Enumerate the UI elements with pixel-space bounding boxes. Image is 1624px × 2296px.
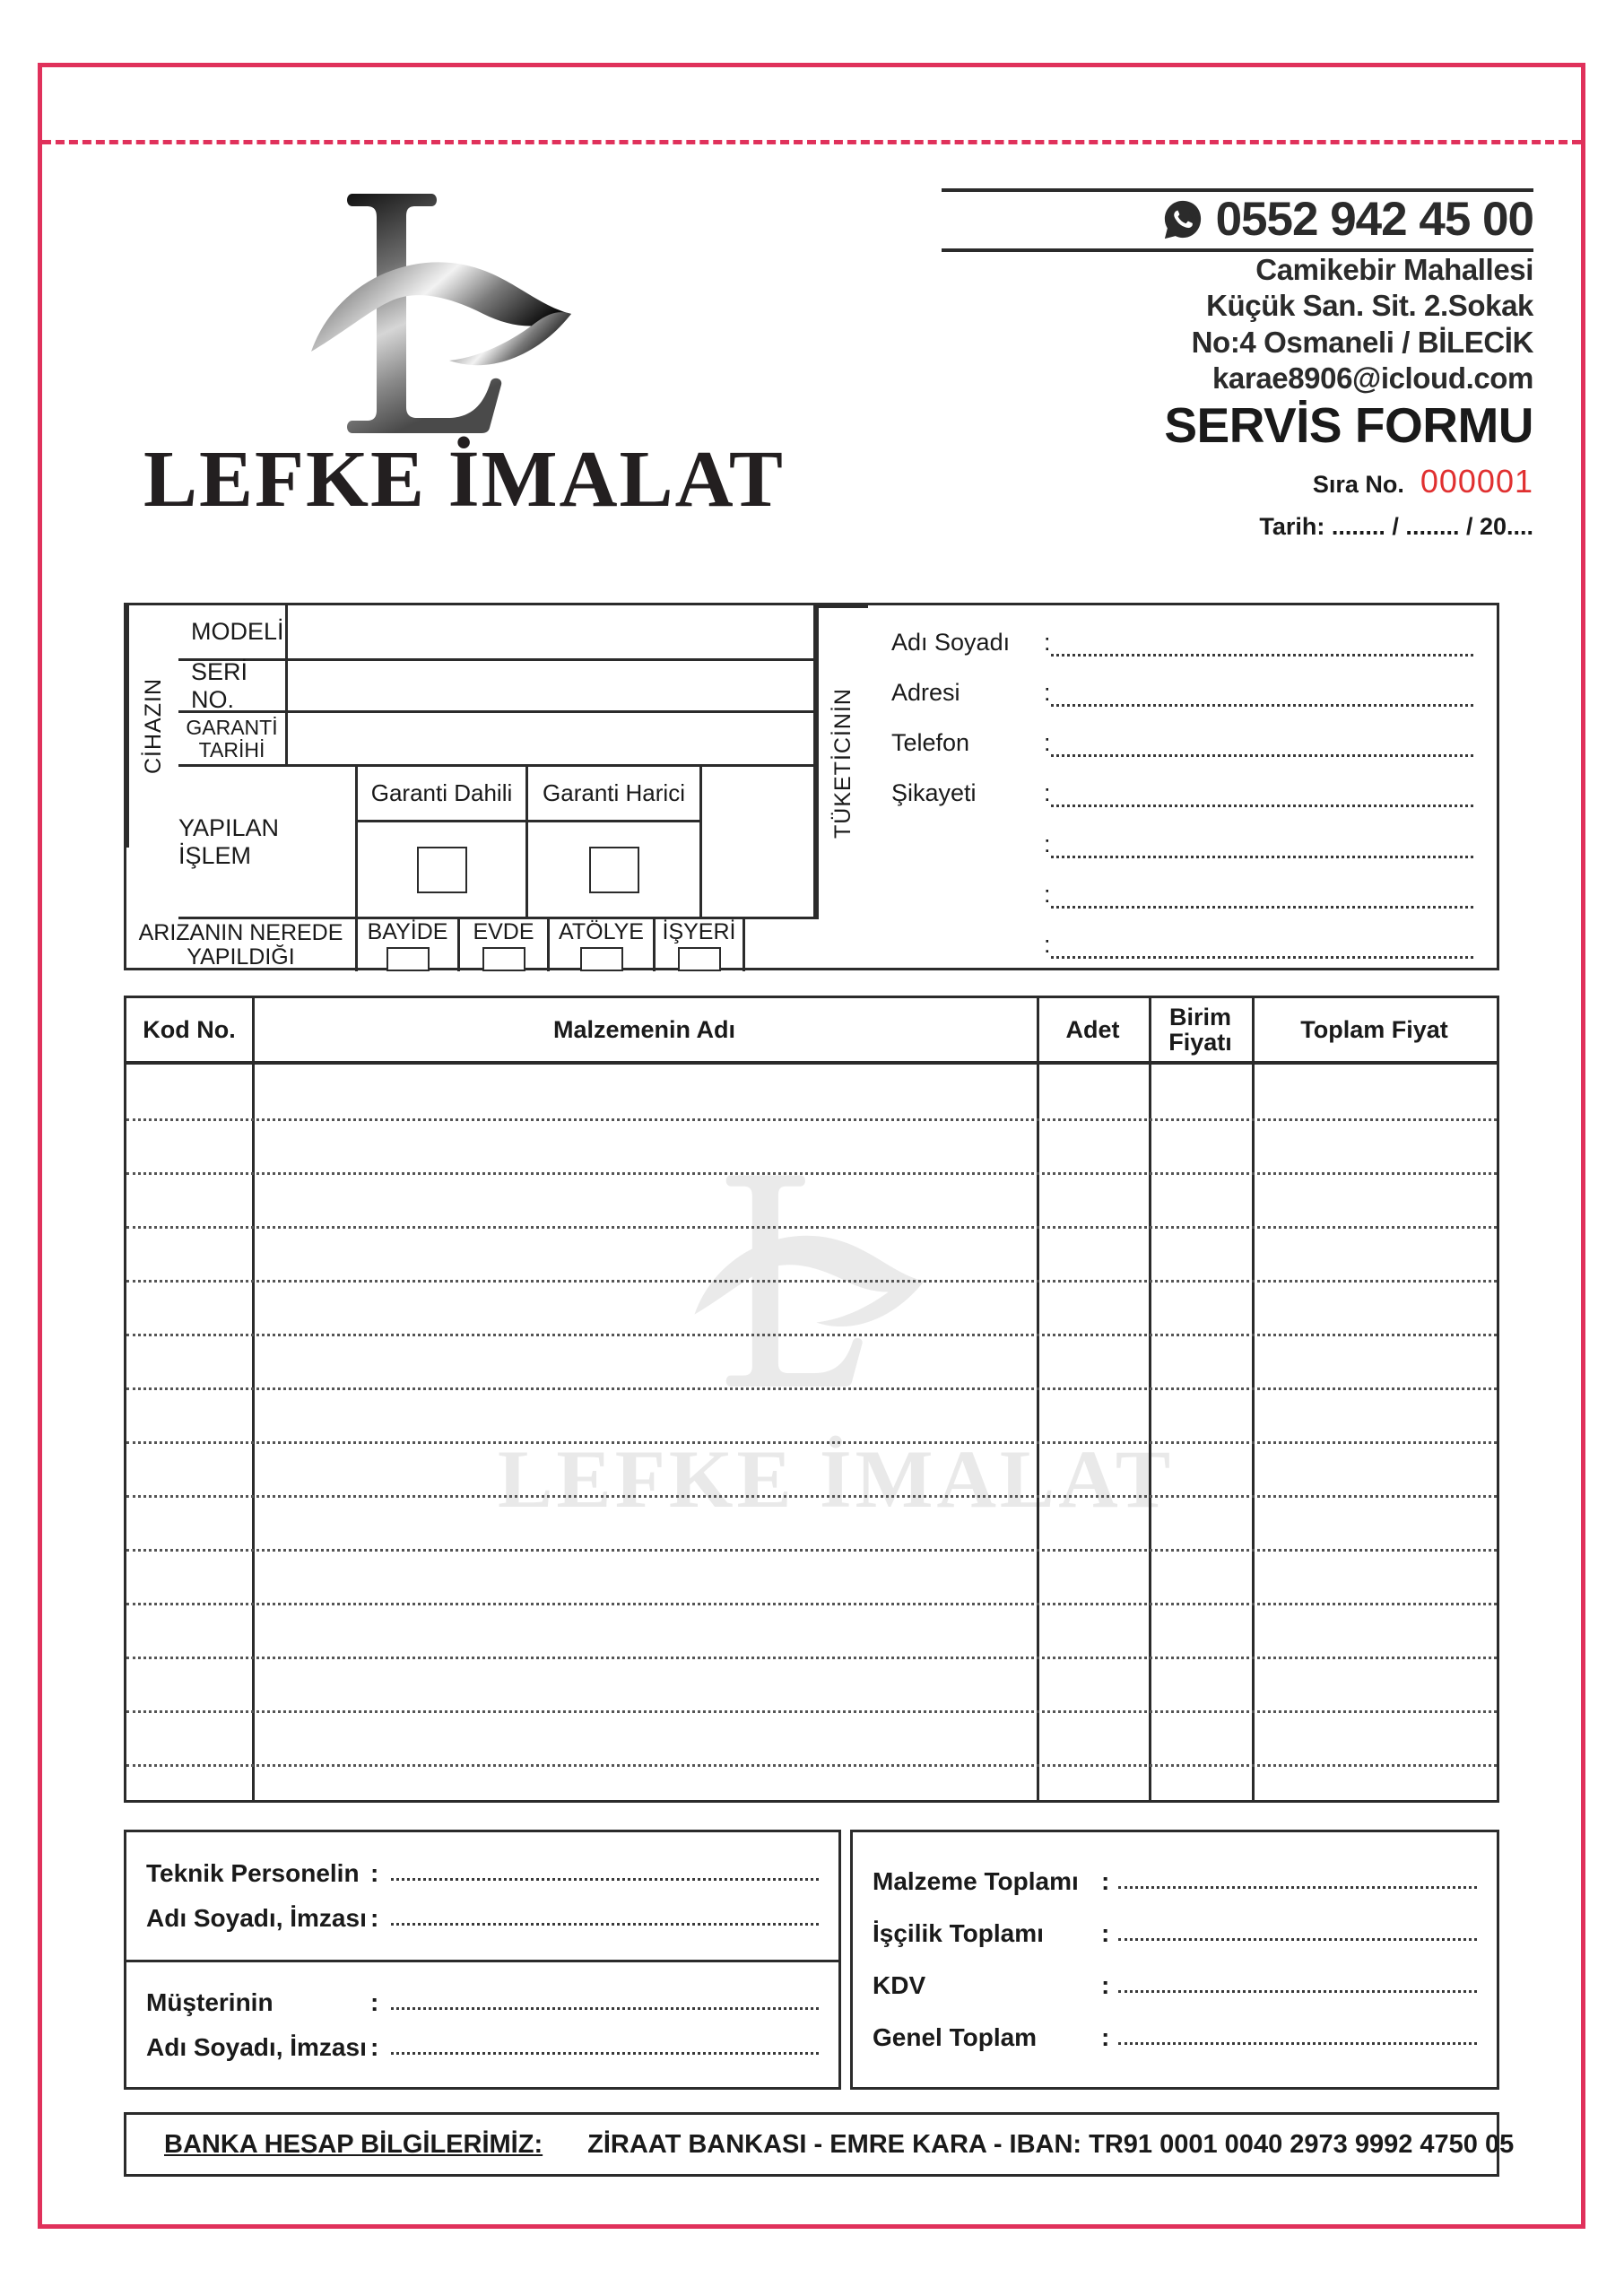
- phone-number[interactable]: 0552 942 45 00: [1215, 193, 1533, 246]
- fault-location-label-line2: YAPILDIĞI: [187, 944, 295, 970]
- column-header-adet: [1037, 998, 1149, 1061]
- perforation-dashed-line: [42, 140, 1581, 144]
- device-and-customer-box: [124, 603, 1499, 970]
- customer-field-row[interactable]: [891, 729, 1473, 757]
- warranty-out-checkbox[interactable]: [589, 847, 639, 893]
- column-header-toplam-fiyat: [1252, 998, 1497, 1061]
- customer-phone-input[interactable]: [1051, 754, 1473, 757]
- tuketicinin-vertical-label: TÜKETİCİNİN: [816, 605, 868, 919]
- table-row[interactable]: [126, 1764, 1497, 1767]
- warranty-out-checkbox-cell[interactable]: [528, 822, 702, 919]
- watermark-l-logo-icon: [677, 1151, 946, 1420]
- serial-no-label-text: SERİ NO.: [191, 657, 248, 713]
- customer-field-row[interactable]: [891, 679, 1473, 707]
- column-header-adet-text: Adet: [1065, 1015, 1120, 1043]
- total-row-genel[interactable]: [853, 2023, 1497, 2052]
- table-row[interactable]: [126, 1226, 1497, 1229]
- table-row[interactable]: [126, 1118, 1497, 1121]
- colon-icon: :: [1044, 779, 1051, 807]
- warranty-out-header: [528, 767, 702, 822]
- genel-toplam-input[interactable]: [1118, 2042, 1477, 2045]
- colon-icon: :: [370, 1859, 379, 1887]
- location-evde-checkbox[interactable]: [482, 947, 525, 971]
- customer-complaint-input-2[interactable]: [1051, 856, 1473, 858]
- location-option-isyeri[interactable]: [656, 919, 745, 971]
- total-row-kdv[interactable]: [853, 1971, 1497, 2000]
- technician-name-row[interactable]: [126, 1859, 838, 1888]
- customer-field-row[interactable]: [891, 881, 1473, 909]
- device-model-label: [178, 605, 288, 661]
- customer-signature-label: Müşterinin: [146, 1987, 274, 2016]
- column-header-kod-no: [126, 998, 252, 1061]
- customer-complaint-input[interactable]: [1051, 804, 1473, 807]
- serial-label: Sıra No.: [1312, 470, 1404, 498]
- company-logo: [143, 188, 785, 574]
- location-isyeri-checkbox[interactable]: [678, 947, 721, 971]
- malzeme-toplami-input[interactable]: [1118, 1886, 1477, 1889]
- location-bayide-checkbox[interactable]: [386, 947, 430, 971]
- lefke-l-logo-icon: [291, 188, 596, 448]
- operation-filler-cell: [702, 767, 816, 919]
- colon-icon: :: [1101, 1971, 1110, 1999]
- device-serial-label: [178, 657, 288, 713]
- warranty-label-line1: GARANTİ: [186, 716, 278, 740]
- genel-toplam-label: Genel Toplam: [873, 2023, 1038, 2051]
- technician-label: Teknik Personelin: [146, 1859, 360, 1887]
- location-isyeri-label: İŞYERİ: [662, 919, 736, 944]
- whatsapp-phone-icon: [1162, 199, 1203, 240]
- operation-label-text: YAPILAN İŞLEM: [178, 813, 280, 869]
- watermark-inner: [498, 1151, 1175, 1526]
- bank-info-label: BANKA HESAP BİLGİLERİMİZ:: [164, 2129, 543, 2159]
- customer-field-row[interactable]: [891, 779, 1473, 807]
- customer-signature-name-input[interactable]: [391, 2007, 819, 2010]
- warranty-in-checkbox[interactable]: [417, 847, 467, 893]
- table-row[interactable]: [126, 1495, 1497, 1498]
- kdv-label: KDV: [873, 1971, 926, 1999]
- customer-name-label: Adı Soyadı: [891, 629, 1011, 656]
- phone-row: [942, 188, 1533, 252]
- customer-complaint-input-4[interactable]: [1051, 956, 1473, 959]
- items-table: [124, 996, 1499, 1803]
- table-row[interactable]: [126, 1549, 1497, 1552]
- total-row-malzeme[interactable]: [853, 1867, 1497, 1896]
- customer-signature-block: [126, 1962, 838, 2087]
- colon-icon: :: [1044, 930, 1051, 958]
- location-option-atolye[interactable]: [550, 919, 656, 971]
- customer-complaint-label: Şikayeti: [891, 779, 977, 807]
- column-header-kod-no-text: Kod No.: [143, 1015, 236, 1043]
- warranty-in-checkbox-cell[interactable]: [358, 822, 528, 919]
- contact-block: [942, 188, 1533, 541]
- email-address[interactable]: karae8906@icloud.com: [1211, 361, 1533, 395]
- company-name: LEFKE İMALAT: [143, 435, 785, 524]
- colon-icon: :: [370, 1987, 379, 2016]
- location-option-evde[interactable]: [460, 919, 550, 971]
- technician-block: [126, 1832, 838, 1962]
- device-serial-value[interactable]: [288, 661, 816, 713]
- technician-name-input[interactable]: [391, 1878, 819, 1881]
- column-header-malzemenin-adi: [252, 998, 1037, 1061]
- signature-box: [124, 1830, 841, 2090]
- column-header-birim-line2: Fiyatı: [1168, 1029, 1232, 1056]
- location-atolye-label: ATÖLYE: [559, 919, 644, 944]
- colon-icon: :: [1044, 729, 1051, 757]
- date-line[interactable]: Tarih: ........ / ........ / 20....: [1259, 512, 1533, 540]
- colon-icon: :: [370, 1904, 379, 1932]
- kdv-input[interactable]: [1118, 1990, 1477, 1993]
- warranty-in-label: Garanti Dahili: [370, 779, 513, 806]
- colon-icon: :: [1044, 679, 1051, 707]
- customer-field-row[interactable]: [891, 629, 1473, 657]
- form-title: SERVİS FORMU: [1164, 397, 1533, 453]
- colon-icon: :: [1101, 1919, 1110, 1947]
- fault-location-label: [126, 919, 358, 971]
- total-row-iscilik[interactable]: [853, 1919, 1497, 1948]
- customer-signature-sub-label: Adı Soyadı, İmzası: [146, 2032, 367, 2061]
- totals-box: [850, 1830, 1499, 2090]
- customer-field-row[interactable]: [891, 931, 1473, 959]
- colon-icon: :: [1044, 880, 1051, 908]
- location-evde-label: EVDE: [473, 919, 534, 944]
- watermark: [126, 1065, 1497, 1800]
- location-bayide-label: BAYİDE: [367, 919, 448, 944]
- iscilik-toplami-label: İşçilik Toplamı: [873, 1919, 1044, 1947]
- table-row[interactable]: [126, 1334, 1497, 1336]
- serial-row: [942, 463, 1533, 500]
- table-row[interactable]: [126, 1280, 1497, 1283]
- device-model-value[interactable]: [288, 605, 816, 661]
- customer-address-input[interactable]: [1051, 704, 1473, 707]
- customer-address-label: Adresi: [891, 679, 960, 707]
- colon-icon: :: [1101, 1867, 1110, 1895]
- items-table-header: [126, 998, 1497, 1065]
- customer-signature-row[interactable]: [126, 2033, 838, 2062]
- customer-phone-label: Telefon: [891, 729, 970, 757]
- colon-icon: :: [1101, 2023, 1110, 2051]
- technician-signature-row[interactable]: [126, 1904, 838, 1933]
- customer-signature-input[interactable]: [391, 2052, 819, 2055]
- customer-complaint-input-3[interactable]: [1051, 906, 1473, 909]
- table-row[interactable]: [126, 1657, 1497, 1659]
- form-header: [90, 188, 1533, 574]
- column-header-birim-line1: Birim: [1168, 1003, 1232, 1031]
- column-header-malzemenin-adi-text: Malzemenin Adı: [552, 1015, 736, 1043]
- iscilik-toplami-input[interactable]: [1118, 1938, 1477, 1941]
- table-row[interactable]: [126, 1172, 1497, 1175]
- table-row[interactable]: [126, 1387, 1497, 1390]
- warranty-label-line2: TARİHİ: [198, 737, 265, 761]
- column-header-birim-fiyati: [1149, 998, 1252, 1061]
- colon-icon: :: [1044, 629, 1051, 656]
- address-line-2: Küçük San. Sit. 2.Sokak: [1206, 289, 1533, 323]
- serial-number: 000001: [1420, 462, 1533, 500]
- warranty-out-label: Garanti Harici: [543, 779, 685, 806]
- address-line-1: Camikebir Mahallesi: [1255, 253, 1533, 286]
- cihazin-vertical-label: CİHAZIN: [126, 605, 178, 848]
- technician-signature-label: Adı Soyadı, İmzası: [146, 1904, 367, 1932]
- fault-location-label-line1: ARIZANIN NEREDE: [138, 919, 343, 945]
- warranty-in-header: [358, 767, 528, 822]
- bank-info-value: ZİRAAT BANKASI - EMRE KARA - IBAN: TR91 0001 0040 2973 9992 4750 05: [587, 2129, 1515, 2159]
- customer-name-input[interactable]: [1051, 654, 1473, 657]
- bank-info-box: [124, 2112, 1515, 2177]
- colon-icon: :: [1044, 830, 1051, 857]
- customer-fields: [868, 605, 1497, 968]
- table-row[interactable]: [126, 1710, 1497, 1713]
- address-line-3: No:4 Osmaneli / BİLECİK: [1191, 325, 1533, 359]
- customer-name-row[interactable]: [126, 1988, 838, 2017]
- table-row[interactable]: [126, 1441, 1497, 1444]
- device-warranty-date-value[interactable]: [288, 713, 816, 767]
- column-header-toplam-fiyat-text: Toplam Fiyat: [1300, 1015, 1448, 1043]
- malzeme-toplami-label: Malzeme Toplamı: [873, 1867, 1079, 1895]
- customer-field-row[interactable]: [891, 831, 1473, 858]
- location-option-bayide[interactable]: [358, 919, 460, 971]
- operation-label: [178, 767, 358, 919]
- watermark-text: LEFKE İMALAT: [498, 1433, 1175, 1525]
- table-row[interactable]: [126, 1603, 1497, 1605]
- technician-signature-input[interactable]: [391, 1923, 819, 1926]
- location-atolye-checkbox[interactable]: [580, 947, 623, 971]
- device-warranty-date-label: [178, 713, 288, 767]
- colon-icon: :: [370, 2032, 379, 2061]
- model-label-text: MODELİ: [191, 618, 284, 645]
